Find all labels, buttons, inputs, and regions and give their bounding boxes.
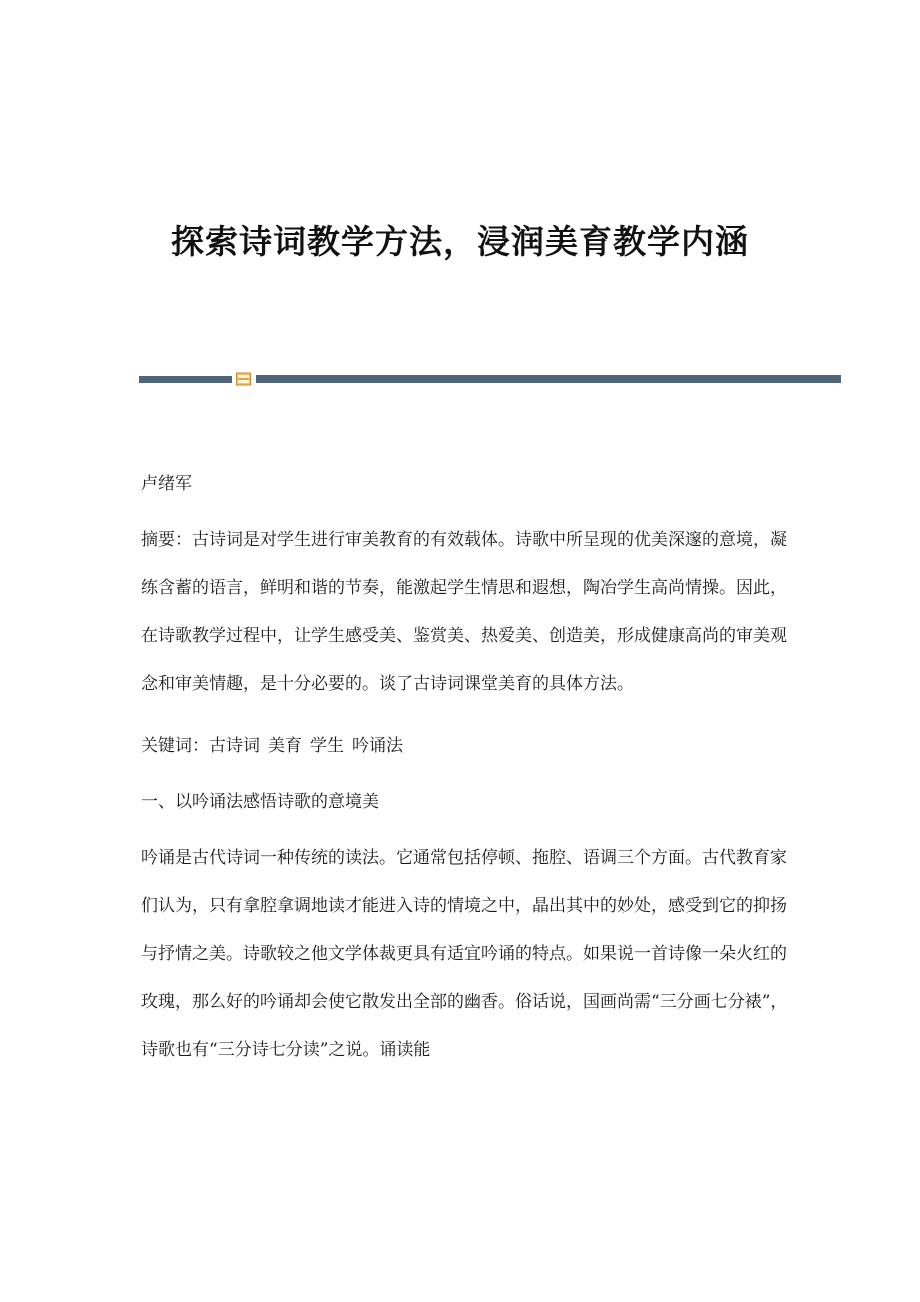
- keywords-label: 关键词：: [141, 736, 209, 756]
- abstract-paragraph: 摘要：古诗词是对学生进行审美教育的有效载体。诗歌中所呈现的优美深邃的意境，凝练含蓄的语言，鲜明和谐的节奏，能激起学生情思和遐想，陶冶学生高尚情操。因此，在诗歌教学过程中，让学生感受美、鉴赏美、热爱美、创造美，形成健康高尚的审美观念和审美情趣，是十分必要的。谈了古诗词课堂美育的具体方法。: [141, 530, 787, 694]
- document-title: 探索诗词教学方法，浸润美育教学内涵: [171, 222, 749, 261]
- keyword-item: 学生: [310, 736, 344, 756]
- document-body: [141, 466, 791, 1074]
- divider-bar-left: [139, 376, 232, 383]
- section-heading: 一、以吟诵法感悟诗歌的意境美: [141, 792, 379, 812]
- keywords-line: [141, 728, 791, 764]
- keyword-item: 美育: [268, 736, 302, 756]
- keyword-item: 古诗词: [209, 736, 260, 756]
- section-body-paragraph: 吟诵是古代诗词一种传统的读法。它通常包括停顿、拖腔、语调三个方面。古代教育家们认为，只有拿腔拿调地读才能进入诗的情境之中，晶出其中的妙处，感受到它的抑扬与抒情之美。诗歌较之他文学体裁更具有适宜吟诵的特点。如果说一首诗像一朵火红的玫瑰，那么好的吟诵却会使它散发出全部的幽香。俗话说，国画尚需“三分画七分裱”，诗歌也有“三分诗七分读”之说。诵读能: [141, 848, 788, 1060]
- title-divider: [139, 372, 841, 386]
- keyword-item: 吟诵法: [352, 736, 403, 756]
- book-ornament-icon: [236, 372, 251, 386]
- divider-bar-right: [256, 375, 841, 383]
- author-name: 卢绪军: [141, 474, 192, 494]
